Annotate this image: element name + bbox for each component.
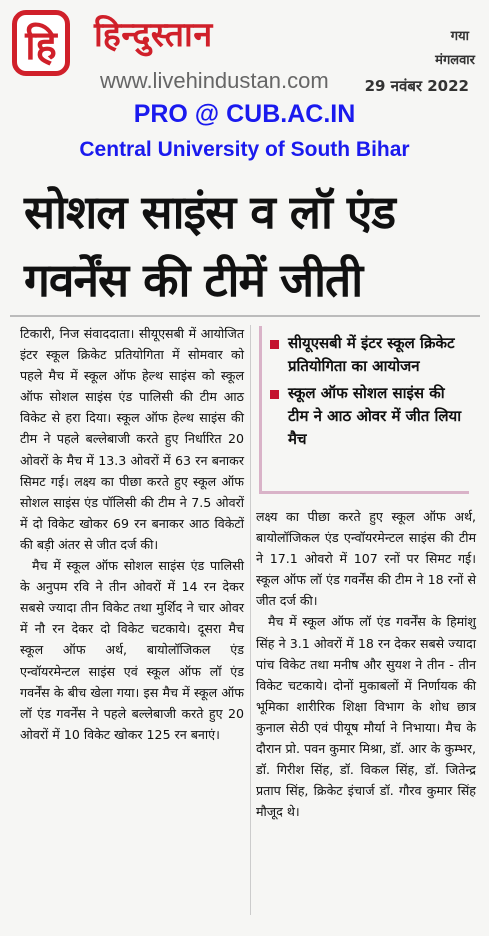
- highlights-box: [259, 326, 469, 494]
- highlight-item: [270, 382, 469, 451]
- article-column-1: [20, 323, 244, 745]
- paragraph: टिकारी, निज संवाददाता। सीयूएसबी में आयोजित इंटर स्कूल क्रिकेट प्रतियोगिता में सोमवार को पहले मैच में स्कूल ऑफ हेल्थ साइंस को स्कूल ऑफ सोशल साइंस एंड पालिसी की टीम आठ विकेट से हरा दिया। स्कूल ऑफ हेल्थ साइंस की टीम ने पहले बल्लेबाजी करते हुए निर्धारित 20 ओवरों के मैच में 13.3 ओवरों में 63 रन बनाकर सिमट गई। लक्ष्य का पीछा करते हुए स्कूल ऑफ सोशल साइंस एंड पॉलिसी की टीम ने 7.5 ओवरों में दो विकेट खोकर 69 रन बनाकर आठ विकेटों की बड़ी अंतर से जीत दर्ज की।: [20, 326, 244, 552]
- newspaper-logo-icon: हि: [12, 10, 70, 76]
- highlight-text: स्कूल ऑफ सोशल साइंस की टीम ने आठ ओवर में जीत लिया मैच: [288, 384, 462, 448]
- column-divider: [250, 325, 251, 915]
- article-headline: सोशल साइंस व लॉ एंड गवर्नेंस की टीमें जीती: [24, 185, 395, 307]
- pro-overlay-text: PRO @ CUB.AC.IN: [133, 100, 356, 128]
- edition-city: गया: [450, 29, 469, 44]
- highlight-item: [270, 332, 469, 378]
- university-overlay-text: Central University of South Bihar: [79, 138, 410, 161]
- paragraph: लक्ष्य का पीछा करते हुए स्कूल ऑफ अर्थ, बायोलॉजिकल एंड एन्वॉयरमेन्टल साइंस की टीम ने 17.1 ओवरो में 107 रनों पर सिमट गई। स्कूल ऑफ लॉ एंड गवर्नेंस की टीम ने 18 रनों से जीत दर्ज की।: [256, 509, 476, 609]
- article-column-2: [256, 506, 476, 822]
- edition-day: मंगलवार: [435, 53, 475, 68]
- bullet-square-icon: [270, 340, 279, 349]
- bullet-square-icon: [270, 390, 279, 399]
- paragraph: मैच में स्कूल ऑफ सोशल साइंस एंड पालिसी के अनुपम रवि ने तीन ओवरों में 14 रन देकर सबसे ज्यादा तीन विकेट तथा मुर्शिद ने चार ओवर में नौ रन देकर दो विकेट चटकाये। दूसरा मैच स्कूल ऑफ अर्थ, बायोलॉजिकल एंड एन्वॉयरमेन्टल साइंस एवं स्कूल ऑफ लॉ एंड गवर्नेंस के बीच खेला गया। इस मैच में स्कूल ऑफ लॉ एंड गवर्नेंस ने पहले बल्लेबाजी करते हुए 20 ओवरों में 10 विकेट खोकर 125 रन बनाएं।: [20, 558, 244, 742]
- divider: [10, 315, 480, 317]
- masthead: [0, 0, 489, 100]
- newspaper-name: हिन्दुस्तान: [94, 15, 213, 55]
- website-url: www.livehindustan.com: [100, 68, 329, 93]
- highlight-text: सीयूएसबी में इंटर स्कूल क्रिकेट प्रतियोगिता का आयोजन: [288, 334, 455, 375]
- edition-date: 29 नवंबर 2022: [364, 77, 469, 95]
- paragraph: मैच में स्कूल ऑफ लॉ एंड गवर्नेंस के हिमांशु सिंह ने 3.1 ओवरों में 18 रन देकर सबसे ज्यादा पांच विकेट तथा मनीष और सुयश ने तीन - तीन विकेट चटकाये। दोनों मुकाबलों में निर्णायक की भूमिका शारीरिक शिक्षा विभाग के शोध छात्र कुनाल सेठी एवं पीयूष मौर्या ने निभाया। मैच के दौरान प्रो. पवन कुमार मिश्रा, डॉ. आर के कुम्भर, डॉ. गिरीश सिंह, डॉ. विकल सिंह, डॉ. जितेन्द्र प्रताप सिंह, क्रिकेट इंचार्ज डॉ. गौरव कुमार सिंह मौजूद थे।: [256, 614, 476, 820]
